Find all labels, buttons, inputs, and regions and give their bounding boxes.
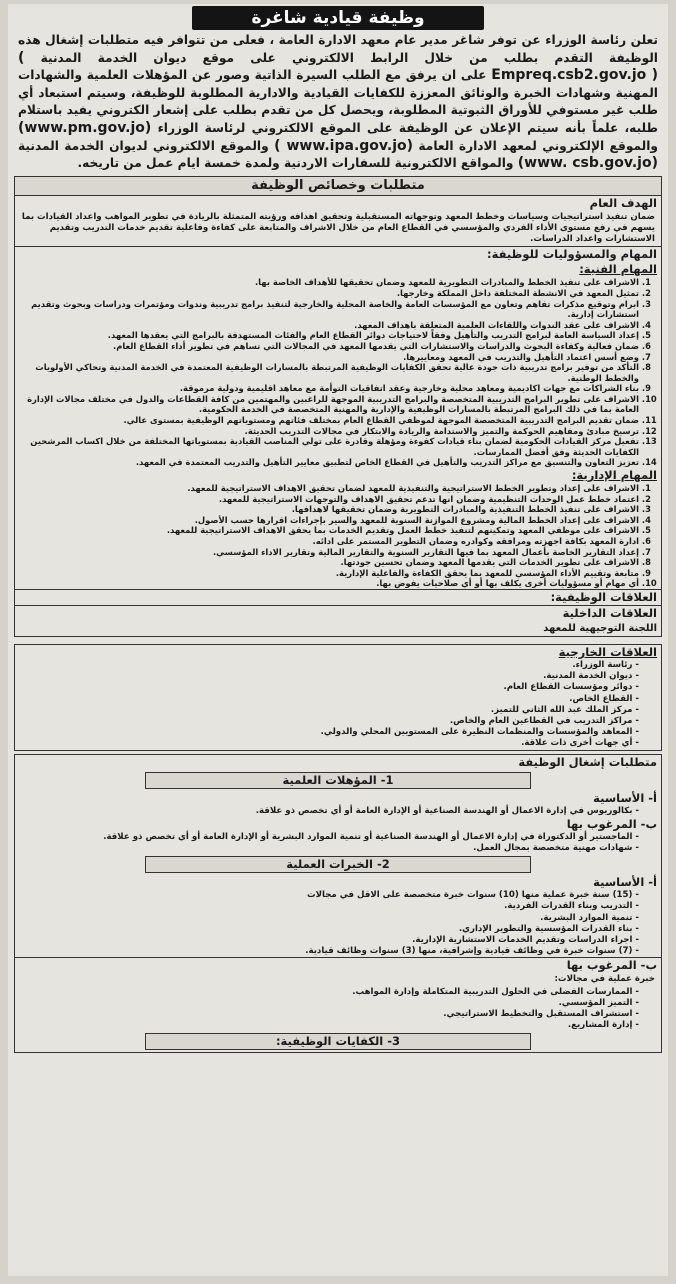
exp-preferred-label: ب- المرغوب بها [566,958,657,973]
competencies-heading: 3- الكفايات الوظيفية: [145,1033,531,1050]
external-relation-item: - القطاع الخاص. [21,694,639,705]
csb-website-url[interactable]: (www. csb.gov.jo) [517,155,658,172]
exp-preferred-list [15,987,661,1032]
external-relation-item: - ديوان الخدمة المدنية. [21,671,639,682]
qual-preferred-list [15,832,661,854]
intro-text-1: تعلن رئاسة الوزراء عن توفر شاغر مدير عام معهد الادارة العامة ، فعلى من تتوافر فيه متطلبات إشغال هذه الوظيفة التقدم بطلب من خلال الرابط الالكتروني على موقع ديوان الخدمة المدنية [18,33,658,65]
external-relations-box [14,644,662,751]
admin-duty-item: 4. الاشراف على إعداد الخطط المالية ومشروع الموازنة السنوية للمعهد والسير بإجراءات اقرارها حسب الأصول. [21,515,639,526]
job-requirements-box [14,176,662,637]
internal-relations-heading: العلاقات الداخلية [562,605,657,620]
technical-duty-item: 7. وضع أسس اعتماد التأهيل والتدريب في المعهد ومعاييرها. [21,352,639,363]
technical-duty-item: 12. ترسيخ مبادئ ومفاهيم الحوكمة والتميز والاستدامة والريادة والابتكار في مجالات التدريب الحديثة. [21,426,639,437]
qual-preferred-item: - الماجستير أو الدكتوراة في إدارة الاعمال أو الهندسة الصناعية أو تنمية الموارد البشرية أو الإدارة العامة أو أي تخصص ذو علاقة. [21,832,639,843]
admin-duty-item: 8. الاشراف على تطوير الخدمات التي يقدمها المعهد وضمان تحسين جودتها. [21,557,639,568]
technical-duty-item: 13. تفعيل مركز القيادات الحكومية لضمان بناء قيادات كفوءة ومؤهلة وقادرة على تولي المناصب القيادية بمستوياتها المختلفة من خلال اكساب المرشحين الكفايات الحديثة وفق أفضل الممارسات. [21,436,639,457]
technical-duty-item: 8. التأكد من توفير برامج تدريبية ذات جودة عالية تحقق الكفايات الوظيفية المرتبطة بالمسارات الوظيفية المعتمدة في الخدمة المدنية وتحاكي الأولويات والخطط الوطنية. [21,362,639,383]
exp-preferred-intro: خبرة عملية في مجالات: [554,974,655,985]
announcement-intro [12,32,664,173]
external-relation-item: - المعاهد والمؤسسات والمنظمات النظيرة على المستويين المحلي والدولي. [21,727,639,738]
admin-duty-item: 7. إعداد التقارير الخاصة بأعمال المعهد بما فيها التقارير السنوية والتقارير المالية وتقارير الاداء المؤسسي. [21,547,639,558]
external-relation-item: - أي جهات أخرى ذات علاقة. [21,738,639,749]
intro-text-4: والموقع الالكتروني لديوان الخدمة المدنية [18,138,269,153]
external-relation-item: - مراكز التدريب في القطاعين العام والخاص. [21,716,639,727]
exp-preferred-item: - الممارسات الفضلى في الحلول التدريبية المتكاملة وإدارة المواهب. [21,987,639,998]
ipa-website-url[interactable]: ( www.ipa.gov.jo) [274,137,414,154]
external-relations-heading: العلاقات الخارجية [558,644,657,659]
qual-preferred-label: ب- المرغوب بها [566,816,657,831]
admin-duty-item: 3. الاشراف على تنفيذ الخطط التنفيذية والمبادرات التطويرية وضمان تحقيقها لاهدافها. [21,504,639,515]
admin-duty-item: 6. ادارة المعهد بكافة اجهزته ومرافقه وكوادره وضمان التطوير المستمر على ادائه. [21,536,639,547]
technical-duty-item: 2. تمثيل المعهد في الانشطة المختلفة داخل المملكة وخارجها. [21,288,639,299]
qual-preferred-item: - شهادات مهنية متخصصة بمجال العمل. [21,843,639,854]
exp-basic-item: - (15) سنة خبرة عملية منها (10) سنوات خبرة متخصصة على الاقل في مجالات [21,890,639,901]
job-announcement-page [8,4,668,1276]
admin-duties-list [15,483,661,589]
occupancy-heading: متطلبات إشغال الوظيفة [518,754,657,769]
exp-basic-list [15,890,661,957]
application-url[interactable]: ( Empreq.csb2.gov.jo ) [18,49,658,84]
exp-basic-item: - بناء القدرات المؤسسية والتطوير الإداري. [21,924,639,935]
intro-text-2: على ان يرفق مع الطلب السيرة الذاتية وصور عن المؤهلات العلمية والشهادات المهنية وشهادات الخبرة والوثائق المعززة للكفايات القيادية والادارية المطلوبة للوظيفة، وسيتم استبعاد أي طلب غير مستوفي للأوراق الثبوتية المطلوبة، ويحصل كل من تقدم بطلب على إشعار الكتروني يفيد باستلام طلبه، علماً بأنه سيتم الإعلان عن الوظيفة على الموقع الالكتروني لرئاسة الوزراء [18,68,658,135]
technical-duty-item: 10. الاشراف على تطوير البرامج التدريبية المتخصصة والبرامج التدريبية الموجهة للراغبين والمهتمين من كافة القطاعات والدول في مختلف مجالات الإدارة العامة بما في ذلك البرامج المرتبطة بالمسارات الوظيفية والإدارية والمهنية المتخصصة في الخدمة الحكومية. [21,394,639,415]
relations-heading: العلاقات الوظيفية: [550,589,657,604]
goal-text: ضمان تنفيذ استراتيجيات وسياسات وخطط المعهد وتوجهاته المستقبلية وتحقيق اهدافه ورؤيته المتمثلة بالريادة في تطوير المواهب واعداد القيادات بما يسهم في رفع مستوى الأداء الفردي والمؤسسي في القطاع العام من خلال الاشراف والمتابعة على كفاءة وفاعلية تقديم خدمات التدريب وتقديم الاستشارات واعداد الدراسات. [21,211,655,245]
duties-heading: المهام والمسؤوليات للوظيفة: [487,247,657,262]
admin-duty-item: 10. أي مهام أو مسؤوليات أخرى يكلف بها أو أي صلاحيات يفوض بها. [21,578,639,589]
qual-basic-item: - بكالوريوس في إدارة الاعمال أو الهندسة الصناعية أو الإدارة العامة أو أي تخصص ذو علاقة. [21,806,639,817]
exp-basic-item: - اجراء الدراسات وتقديم الخدمات الاستشارية الإدارية. [21,935,639,946]
occupancy-box [14,754,662,1054]
external-relations-list [15,660,661,750]
intro-text-5: والمواقع الالكترونية للسفارات الاردنية ولمدة خمسة ايام عمل من تاريخه. [77,156,514,171]
technical-duty-item: 4. الاشراف على عقد الندوات واللقاءات العلمية المتعلقة باهداف المعهد. [21,320,639,331]
technical-duties-list [15,277,661,468]
goal-heading: الهدف العام [589,195,657,210]
technical-duties-heading: المهام الفنية: [579,262,657,277]
qual-basic-label: أ- الأساسية [593,790,657,805]
exp-basic-item: - التدريب وبناء القدرات الفردية. [21,901,639,912]
technical-duty-item: 6. ضمان فعالية وكفاءة البحوث والدراسات والاستشارات التي يقدمها المعهد في المجالات التي تساهم في تطوير أداء القطاع العام. [21,341,639,352]
exp-basic-label: أ- الأساسية [593,875,657,890]
technical-duty-item: 3. ابرام وتوقيع مذكرات تفاهم وتعاون مع المؤسسات العامة والخاصة المحلية والخارجية لتنفيذ برامج تدريبية وندوات ومؤتمرات ودراسات وبحوث وتقديم استشارات إدارية. [21,299,639,320]
admin-duty-item: 1. الاشراف على إعداد وتطوير الخطط الاستراتيجية والتنفيذية للمعهد لضمان تحقيق الاهداف الاستراتيجية للمعهد. [21,483,639,494]
exp-preferred-item: - استشراف المستقبل والتخطيط الاستراتيجي. [21,1009,639,1020]
technical-duty-item: 11. ضمان تقديم البرامج التدريبية المتخصصة الموجهة لموظفي القطاع العام بمختلف فئاتهم ومستوياتهم الوظيفية بمستوى عالي. [21,415,639,426]
external-relation-item: - رئاسة الوزراء. [21,660,639,671]
exp-preferred-item: - إدارة المشاريع. [21,1020,639,1031]
technical-duty-item: 14. تعزيز التعاون والتنسيق مع مراكز التدريب والتأهيل في القطاع الخاص لتطبيق معايير التأهيل والتدريب المعتمدة في المعهد. [21,457,639,468]
exp-preferred-item: - التميز المؤسسي. [21,998,639,1009]
intro-text-3: والموقع الإلكتروني لمعهد الادارة العامة [418,138,659,153]
technical-duty-item: 5. إعداد السياسة العامة لبرامج التدريب والتأهيل وفقاً لاحتياجات دوائر القطاع العام والفئات المستهدفة بالبرامج التي يعقدها المعهد. [21,330,639,341]
announcement-title: وظيفة قيادية شاغرة [192,6,484,30]
pm-website-url[interactable]: (www.pm.gov.jo) [18,119,152,136]
requirements-heading: متطلبات وخصائص الوظيفة [15,177,661,196]
experience-heading: 2- الخبرات العملية [145,856,531,873]
admin-duty-item: 5. الاشراف على موظفي المعهد وتمكينهم لتنفيذ خطط العمل وتقديم الخدمات بما يحقق الاهداف الاستراتيجية للمعهد. [21,525,639,536]
exp-basic-item: - (7) سنوات خبرة في وظائف قيادية وإشرافية، منها (3) سنوات وظائف قيادية. [21,946,639,957]
technical-duty-item: 1. الاشراف على تنفيذ الخطط والمبادرات التطويرية للمعهد وضمان تحقيقها للأهداف الخاصة بها. [21,277,639,288]
external-relation-item: - دوائر ومؤسسات القطاع العام. [21,682,639,693]
internal-relations-item: اللجنة التوجيهية للمعهد [543,622,657,634]
external-relation-item: - مركز الملك عبد الله الثاني للتميز. [21,705,639,716]
exp-basic-item: - تنمية الموارد البشرية. [21,913,639,924]
qual-basic-list [15,806,661,817]
technical-duty-item: 9. بناء الشراكات مع جهات اكاديمية ومعاهد محلية وخارجية وعقد اتفاقيات التوأمة مع معاهد اقليمية ودولية مرموقة. [21,383,639,394]
qualifications-heading: 1- المؤهلات العلمية [145,772,531,789]
admin-duties-heading: المهام الإدارية: [571,468,657,483]
admin-duty-item: 2. اعتماد خطط عمل الوحدات التنظيمية وضمان انها تدعم تحقيق الاهداف والتوجهات الاستراتيجية للمعهد. [21,494,639,505]
admin-duty-item: 9. متابعة وتقييم الأداء المؤسسي للمعهد بما يحقق الكفاءة والفاعلية الإدارية. [21,568,639,579]
